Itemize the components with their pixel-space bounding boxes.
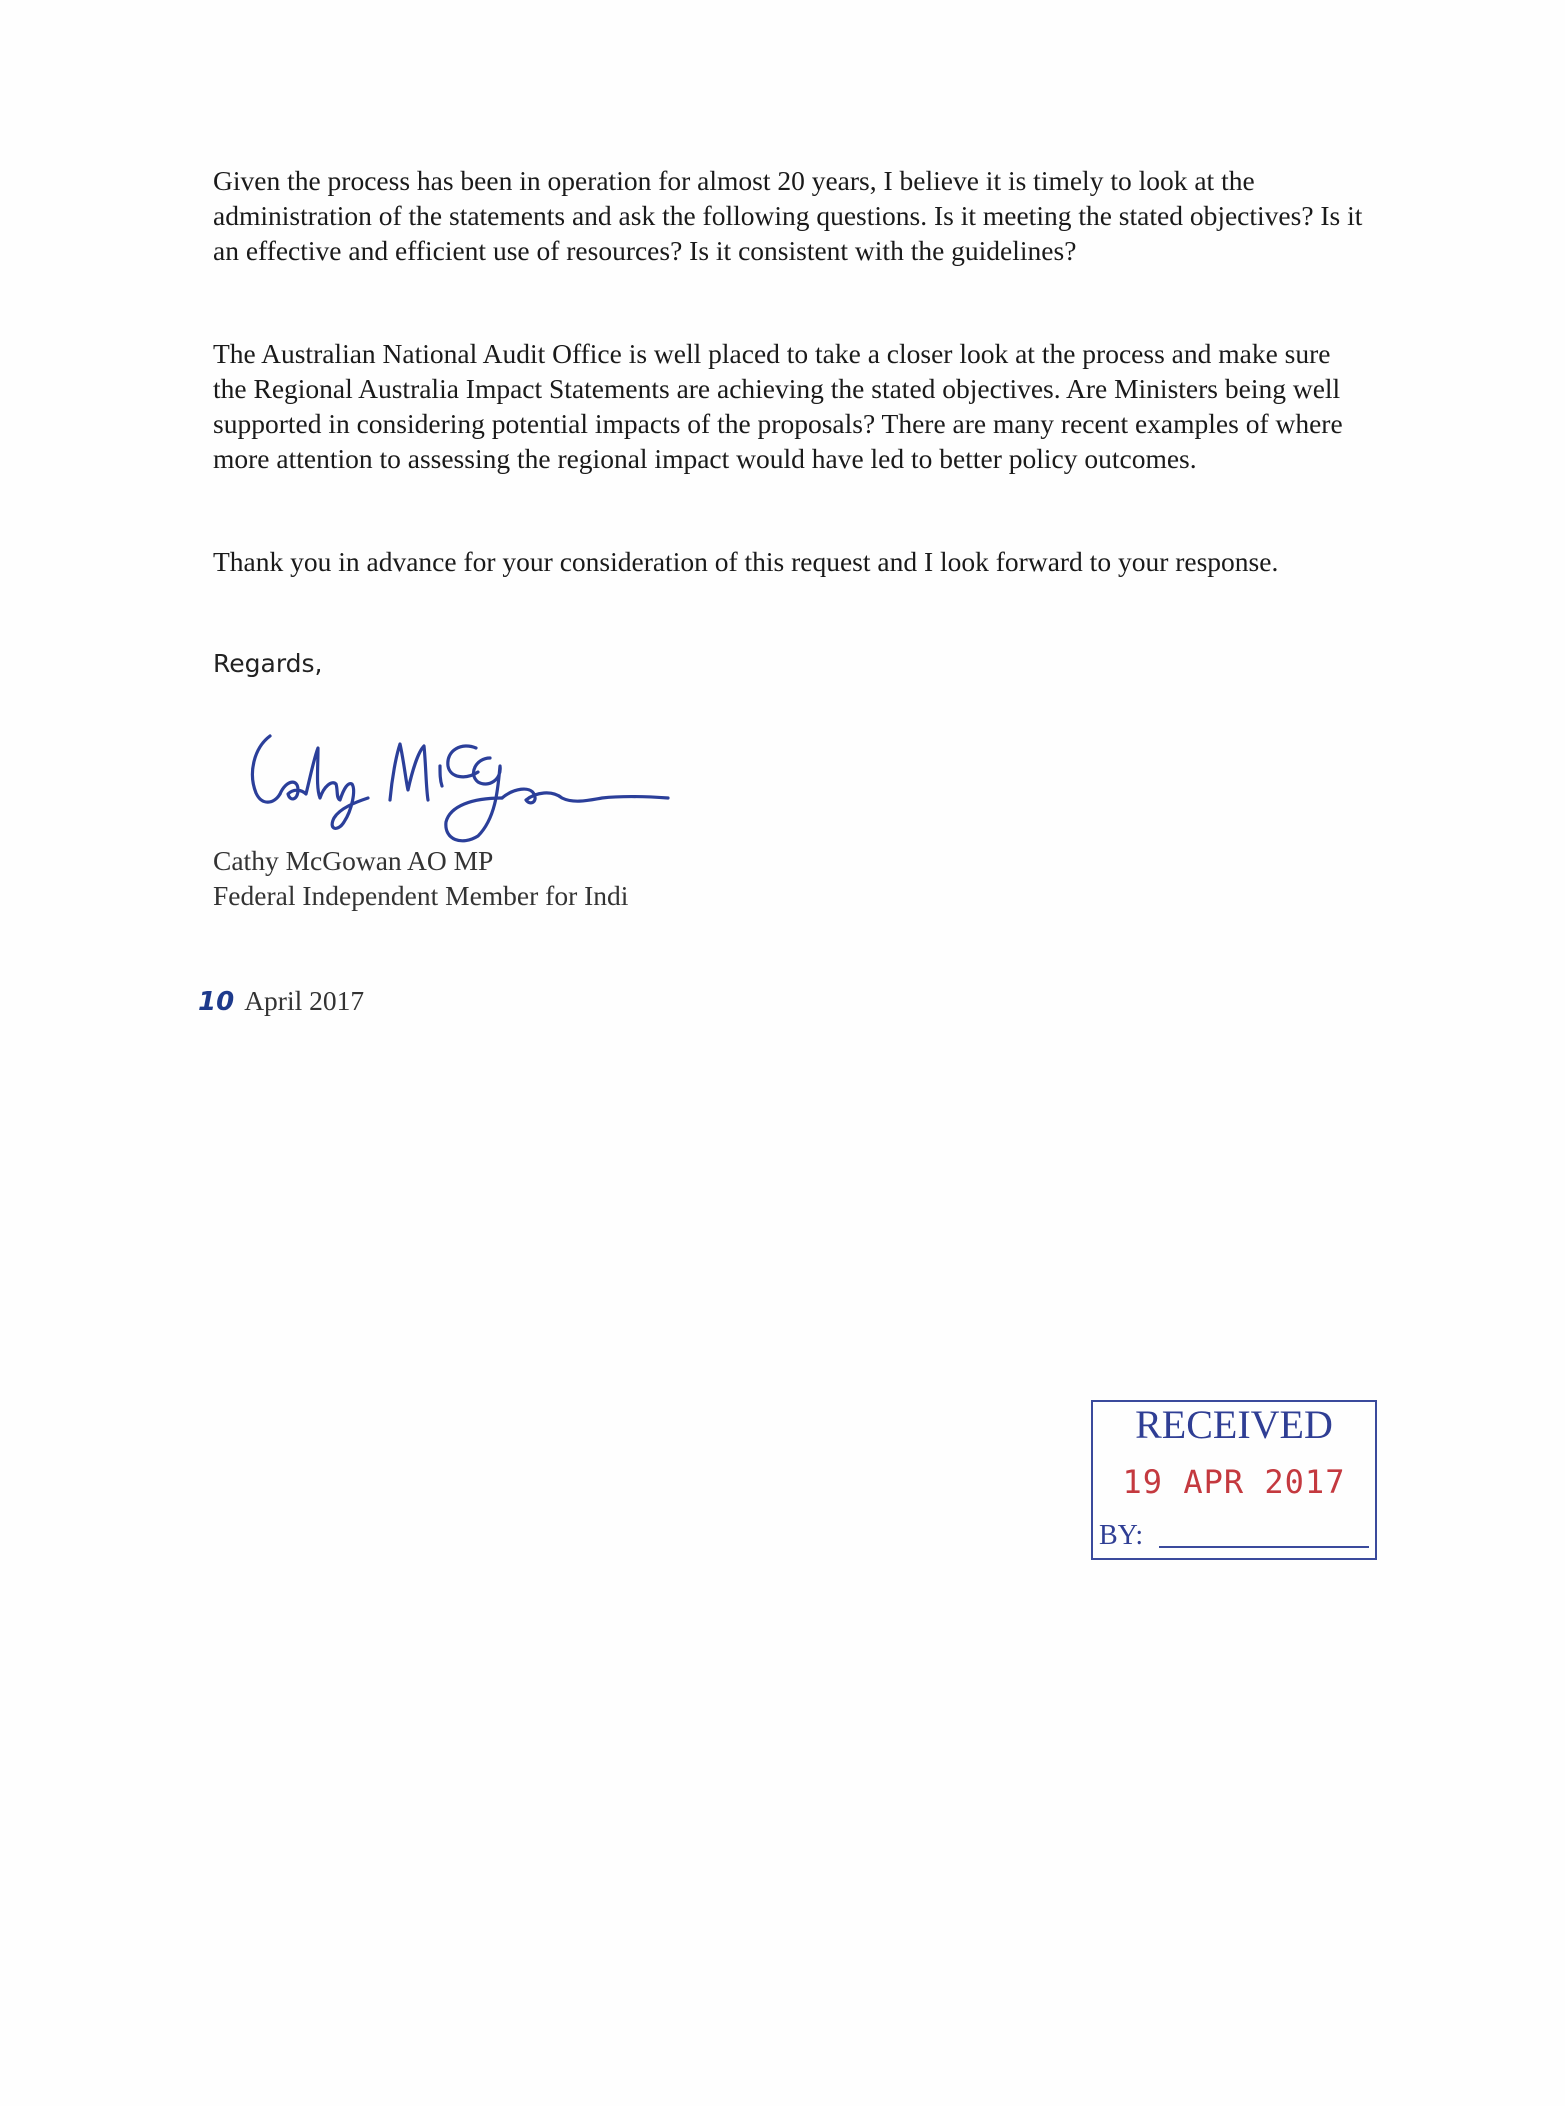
signer-title: Federal Independent Member for Indi [213, 880, 629, 911]
signer-name: Cathy McGowan AO MP [213, 845, 494, 876]
date-month-year: April 2017 [244, 985, 365, 1016]
stamp-title: RECEIVED [1135, 1402, 1333, 1447]
received-stamp [1091, 1400, 1377, 1560]
handwritten-date-day: 10 [198, 987, 235, 1017]
paragraph-2: The Australian National Audit Office is well placed to take a closer look at the process and make sure the Regional Australia Impact Statements are achieving the stated objectives. Are Ministers being well supported in considering potential impacts of the proposals? There are many recent examples of where more attention to assessing the regional impact would have led to better policy outcomes. [213, 338, 1343, 474]
stamp-by-line [1159, 1546, 1369, 1548]
stamp-date: 19 APR 2017 [1122, 1463, 1346, 1501]
paragraph-1: Given the process has been in operation for almost 20 years, I believe it is timely to look at the administration of the statements and ask the following questions. Is it meeting the stated objectives? Is it an effective and efficient use of resources? Is it consistent with the guidelines? [213, 165, 1363, 266]
stamp-by-label: BY: [1099, 1520, 1144, 1551]
paragraph-3: Thank you in advance for your consideration of this request and I look forward to your response. [213, 546, 1279, 577]
handwritten-signature [240, 718, 680, 848]
closing-salutation: Regards, [213, 649, 323, 678]
letter-date [198, 983, 364, 1020]
